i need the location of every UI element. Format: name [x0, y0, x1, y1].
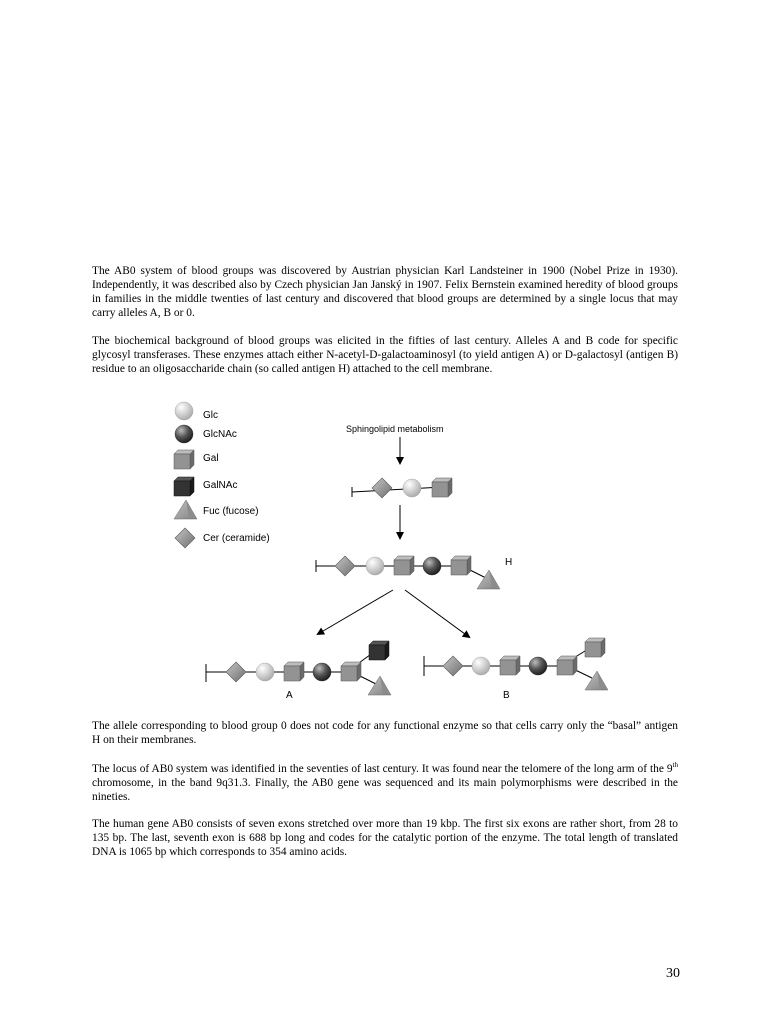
arrow-to-b [405, 590, 469, 637]
legend-galnac: GalNAc [203, 480, 238, 491]
paragraph-locus [92, 762, 678, 804]
cer-icon [175, 528, 195, 548]
paragraph-locus-text-1: The locus of AB0 system was identified in the seventies of last century. It was found near the telomere of the long arm of the 9 [92, 763, 673, 775]
legend-glcnac: GlcNAc [203, 429, 237, 440]
page-number: 30 [666, 966, 680, 981]
paragraph-gene-structure: The human gene AB0 consists of seven exons stretched over more than 19 kbp. The first six exons are rather short, from 28 to 135 bp. The last, seventh exon is 688 bp long and codes for the catalytic portion of the enzyme. The total length of translated DNA is 1065 bp which corresponds to 354 amino acids. [92, 818, 678, 858]
precursor-chain [352, 478, 452, 498]
superscript-th: th [672, 761, 678, 770]
glcnac-icon [175, 425, 193, 443]
fuc-icon [174, 500, 197, 519]
antigen-a-chain [206, 641, 391, 695]
galnac-icon [174, 477, 194, 496]
legend-cer: Cer (ceramide) [203, 533, 270, 544]
label-b: B [503, 690, 510, 701]
label-a: A [286, 690, 293, 701]
label-h: H [505, 557, 513, 568]
legend-fuc: Fuc (fucose) [203, 506, 259, 517]
gal-icon [174, 450, 194, 469]
paragraph-locus-text-2: chromosome, in the band 9q31.3. Finally, the AB0 gene was sequenced and its main polymorphisms were described in the nineties. [92, 777, 678, 803]
pathway-label: Sphingolipid metabolism [346, 424, 444, 434]
paragraph-biochemical-background: The biochemical background of blood groups was elicited in the fifties of last century. Alleles A and B code for specific glycosyl transferases. These enzymes attach either N-acetyl-D-galactoaminosyl (to yield antigen A) or D-galactosyl (antigen B) residue to an oligosaccharide chain (so called antigen H) attached to the cell membrane. [92, 335, 678, 375]
antigen-b-chain [424, 638, 608, 690]
arrow-to-a [318, 590, 393, 634]
glc-icon [175, 402, 193, 420]
paragraph-group-0: The allele corresponding to blood group 0 does not code for any functional enzyme so that cells carry only the “basal” antigen H on their membranes. [92, 720, 678, 746]
legend [174, 402, 270, 548]
paragraph-ab0-discovery: The AB0 system of blood groups was discovered by Austrian physician Karl Landsteiner in 1900 (Nobel Prize in 1930). Independently, it was described also by Czech physician Jan Janský in 1907. Felix Bernstein examined heredity of blood groups in families in the middle twenties of last century and discovered that blood groups are determined by a single locus that may carry alleles A, B or 0. [92, 265, 678, 319]
legend-glc: Glc [203, 410, 218, 421]
legend-gal: Gal [203, 453, 219, 464]
antigen-h-chain [316, 556, 500, 589]
